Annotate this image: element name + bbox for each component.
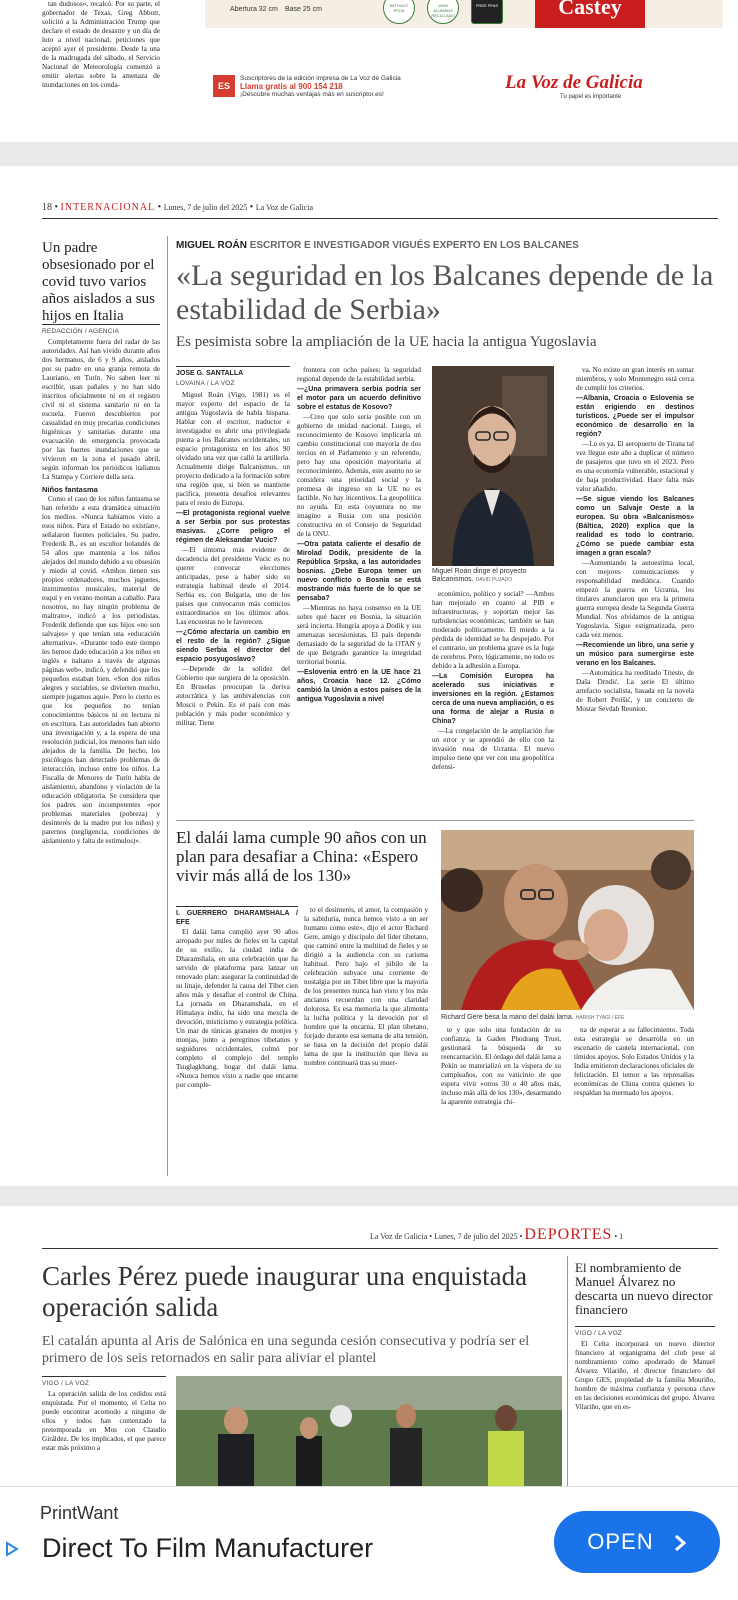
page-number: 18 <box>42 202 52 213</box>
column-divider <box>167 236 168 1176</box>
dalai-col-3 <box>441 1026 561 1174</box>
body-text: El dalái lama cumplió ayer 90 años arropado por miles de fieles en la capital de su exilio, la ciudad india de Dharamshala, en una celebración que ha servido de plataforma para lanzar un renovado plan: asegurar la continuidad de su linaje, defender la causa del Tíbet cien años más y desafiar el control de China. La jornada en Dharamshala, en el Himalaya indio, ha sido una mezcla de devoción, misticismo y estrategia política. Un mar de túnicas granates de monjes y monjas, junto a peregrinos tibetanos y seguidores occidentales, colmó por completo el complejo del templo Tsuglagkhang, hogar del dalái lama. «Nunca hemos visto a nadie que encarne por comple- <box>176 928 298 1089</box>
ad-open-label: OPEN <box>587 1529 654 1554</box>
folio-date: Lunes, 7 de julio del 2025 <box>163 203 248 212</box>
body-text: te y que solo una fundación de su confianza, la Gaden Phodrang Trust, gestionará la búsqueda de su reencarnación. El órdago del dalái lama a Pekín se materializó en la víspera de su cumpleaños, con su vaticinio de que espera vivir «otros 30 o 40 años más, incluso más allá de los 130», desarmando la aparente estrategia chi- <box>441 1026 561 1106</box>
interview-kicker <box>176 240 579 251</box>
byline-place: LOVAINA / LA VOZ <box>176 380 235 387</box>
chevron-right-icon <box>673 1534 687 1552</box>
answer: —La congelación de la ampliación fue un error y se aprendió de ello con la invasión rusa de Ucrania. El nuevo impulso tiene que ver con una geopolítica defensi- <box>432 727 554 771</box>
football-illustration <box>176 1376 562 1486</box>
ad-title[interactable]: Direct To Film Manufacturer <box>42 1533 374 1563</box>
body-text: to el desinterés, el amor, la compasión y la sabiduría, nunca hemos visto a un ser humano como este», dijo el actor Richard Gere, amigo y discípulo del líder tibetano, que caminó entre la multitud de fieles y se dirigió a la audiencia con su carisma habitual. Pero bajo el júbilo de la celebración subyace una corriente de nostalgia por un Tíbet libre que la mayoría de los presentes nunca han visto y los más ancianos recuerdan con una claridad dolorosa. Es esa memoria la que alimenta la lucha política y la devoción por el hombre que la encarna. El plan tibetano, forjado durante esa semana de alta tensión, se basa en la decisión del propio dalái lama de que la institución que lleva su nombre continuará tras su muer- <box>304 906 428 1067</box>
dalai-col-1 <box>176 906 298 1174</box>
caption-text: Richard Gere besa la mano del dalái lama. <box>441 1014 574 1021</box>
crosshead: Niños fantasma <box>42 485 98 494</box>
page-previous <box>0 0 738 142</box>
portrait-illustration <box>432 366 554 566</box>
page-deportes <box>0 1206 738 1486</box>
brand-line: Red <box>577 14 602 31</box>
byline: VIGO / LA VOZ <box>42 1376 166 1388</box>
photo-caption <box>432 568 554 584</box>
body-text: frontera con ocho países; la seguridad regional depende de la estabilidad serbia. <box>297 366 421 383</box>
folio: 18 • INTERNACIONAL • Lunes, 7 de julio del 2025 • La Voz de Galicia <box>42 202 313 213</box>
ad-banner[interactable] <box>0 1486 738 1600</box>
ad-brand[interactable]: PrintWant <box>40 1503 119 1523</box>
brand-logo: Castey <box>535 0 645 28</box>
answer: va. No existe un gran interés en sumar miembros, y solo Montenegro está cerca de cumplir los criterios. <box>576 366 694 392</box>
subheadline: Es pesimista sobre la ampliación de la UE hacia la antigua Yugoslavia <box>176 334 597 350</box>
badge-icon: WITHOUT PFOA <box>383 0 415 24</box>
dalai-col-4 <box>574 1026 694 1174</box>
question: —El protagonista regional vuelve a ser Serbia por sus protestas masivas. ¿Corre peligro el régimen de Aleksandar Vucic? <box>176 510 290 544</box>
body-text: na de esperar a su fallecimiento. Toda esta estrategia se desarrolla en un escenario de cautela internacional, con tímidos apoyos. Solo Estados Unidos y la India emitieron declaraciones oficiales de felicitación. El temor a las represalias económicas de China contra quienes lo respaldan ha mermado los apoyos. <box>574 1026 694 1097</box>
newspaper-tagline: Tu papel es importante <box>560 94 622 100</box>
ad-product-strip <box>205 0 723 31</box>
question: —Otra patata caliente el desafío de Mirolad Dodik, presidente de la República Srpska, a las autoridades bosnias. ¿Debe Europa temer un nuevo conflicto o Bosnia se está mostrando más fuerte de lo que se pensaba? <box>297 541 421 602</box>
byline: JOSE G. SANTALLA <box>176 366 290 378</box>
newspaper-logo: La Voz de Galicia <box>505 72 643 93</box>
page-number: 1 <box>619 1232 624 1241</box>
interviewee-name: MIGUEL ROÁN <box>176 240 247 251</box>
photo-credit: HARISH TYAGI / EFE <box>575 1015 625 1021</box>
dalai-photo <box>441 830 694 1010</box>
body-text: Miguel Roán (Vigo, 1981) es el mayor experto del espacio de la antigua Yugoslavia de habla hispana. Hablar con el escritor, traductor e investigador es abrir una privilegiada puerta a los Balcanes occidentales, un espacio protagonista en los años 90 olvidado una vez que calló la artillería. Actualmente dirige Balcanismos, un proyecto dedicado a la formación sobre una región que, si bien se mantiene pacífica, presenta desafíos relevantes para el resto de Europa. <box>176 391 290 507</box>
side-headline: Un padre obsesionado por el covid tuvo varios años aislados a sus hijos en Italia <box>42 240 155 324</box>
dalai-headline: El dalái lama cumple 90 años con un plan para desafiar a China: «Espero vivir más allá de los 130» <box>176 828 427 885</box>
answer: económico, político y social? —Ambos han mejorado en cuanto al PIB e infraestructuras, y soportan mejor las turbulencias económicas; también se han moderado políticamente. El miedo a la pérdida de identidad se ha despejado. Por el contrario, un problema grave es la fuga de cerebros. Pero, lógicamente, no todo es debido a la adhesión a Europa. <box>432 590 554 670</box>
question: —¿Cómo afectaría un cambio en el resto de la región? ¿Sigue siendo Serbia el director del espacio posyugoslavo? <box>176 629 290 663</box>
interview-col-1 <box>176 366 290 818</box>
photo-caption <box>441 1014 694 1022</box>
photo-credit: DAVID PUJADO <box>475 577 513 583</box>
byline: VIGO / LA VOZ <box>575 1326 715 1338</box>
subheadline: El catalán apunta al Aris de Salónica en una segunda cesión consecutiva y podría ser el primero de los seis retornados en salir para aliviar el plantel <box>42 1334 530 1366</box>
portrait-photo <box>432 366 554 566</box>
adchoices-icon[interactable] <box>4 1541 20 1557</box>
ad-size-label: Base 25 cm <box>285 6 322 13</box>
body-text: Como el caso de los niños fantasma se han referido a esta dramática situación los medios. «Nunca habíamos visto a esos niños. Para el Estado no existían», señalaron fuentes policiales. Su padre, Frederik B., es un escultor holandés de 54 años que mantenía a los niños alejados del mundo debido a su obsesión y miedo al covid. «Ambos tienen sus propios ordenadores, muchos juguetes, instrumentos musicales, material de esquí y en verano montan a caballo. Para nosotros, no hay ningún problema de maltrato», indicó a los periodistas. Frederik defiende que sus hijos «no son salvajes» y que tenían una «educación alternativa». «Durante todo este tiempo les hemos dado educación a los niños en inglés e italiano a través de algunas páginas web», indicó, y defendió que los pequeños estaban bien. «Son dos niños alegres y sociables, se divierten mucho, siempre jugamos aquí». Pero lo cierto es que los pequeños no tenían conocimientos básicos ni en lectura ni en escritura. Las autoridades han abierto una investigación y, a la espera de una resolución judicial, los menores han sido alejados de la familia. De hecho, los psicólogos han detectado problemas de interacción, incluso entre los niños. La Fiscalía de Menores de Turín habla de aislamiento, abandono y violación de la educación obligatoria. Se considera que los padres son incompetentes «por problemas materiales (pobreza) y desinterés de la madre por los niños) y paternos (negligencia, condiciones de aislamiento y falta de estímulos)». <box>42 495 160 845</box>
deportes-side-col <box>575 1326 715 1486</box>
folio-paper: La Voz de Galicia <box>370 1232 428 1241</box>
interview-col-3 <box>432 590 554 818</box>
page-internacional <box>0 166 738 1186</box>
badge-icon: FREE PFAS <box>471 0 503 24</box>
article-fragment-text <box>42 0 160 140</box>
side-article <box>42 324 160 1174</box>
side-headline: El nombramiento de Manuel Álvarez no descarta un nuevo director financiero <box>575 1260 713 1317</box>
column-divider <box>567 1256 568 1486</box>
answer: —El síntoma más evidente de decadencia del presidente Vucic es no querer convocar elecciones anticipadas, pese a haber sido su estrategia habitual desde el 2014. Serbia es, con Bulgaria, uno de los países que convocaron más comicios extraordinarios en los últimos años. Las encuestas no le favorecen. <box>176 546 290 626</box>
page-title: «La seguridad en los Balcanes depende de la estabilidad de Serbia» <box>176 259 714 326</box>
body-text: Completamente fuera del radar de las autoridades. Así han vivido durante años dos hermanos, de 6 y 9 años, aislados por su padre en una granja remota de Lauriano, en Turín. No saben leer ni escribir, usan pañales y no han sido inscritos oficialmente ni en el registro civil ni el sistema sanitario ni en la escuela. Fueron descubiertos por casualidad en muy precarias condiciones higiénicas y sanitarias durante una evacuación de emergencia provocada por las fuertes inundaciones que se vivieron en la zona el pasado abril, según informan los periódicos italianos La Stampa y Corriere della sera. <box>42 338 160 481</box>
question: —Albania, Croacia o Eslovenia se están erigiendo en destinos turísticos. ¿Puede ser el impulsor económico de desarrollo en la región? <box>576 395 694 438</box>
deportes-col-1 <box>42 1376 166 1486</box>
subscription-line: Suscriptores de la edición impresa de La Voz de Galicia <box>240 75 401 82</box>
caption-text: Miguel Roán dirige el proyecto Balcanismos. <box>432 568 527 583</box>
subscription-text <box>240 75 401 99</box>
answer: —Depende de la solidez del Gobierno que surgiera de la oposición. En Bruselas preocupan la deriva autocrática y las ambivalencias con Moscú o Pekín. Es el país con más población y más poder económico y militar. Tiene <box>176 665 290 727</box>
dalai-illustration <box>441 830 694 1010</box>
folio-date: Lunes, 7 de julio del 2025 <box>434 1232 518 1241</box>
question: —Se sigue viendo los Balcanes como un Salvaje Oeste a la europea. Su obra «Balcanismos» (Báltica, 2020) explica que la realidad es todo lo contrario. ¿Cómo se puede cambiar esta imagen a gran escala? <box>576 496 694 557</box>
answer: —Lo es ya. El aeropuerto de Tirana tal vez llegue este año a duplicar el número de pasajeros que tuvo en el 2023. Pero es una economía vulnerable, estacional y de baja productividad. Hace falta más valor añadido. <box>576 440 694 493</box>
subscription-phone: Llama gratis al 900 154 218 <box>240 82 343 91</box>
subscription-logo: ES <box>213 75 235 97</box>
page-title: Carles Pérez puede inaugurar una enquistada operación salida <box>42 1261 528 1322</box>
answer: —Creo que solo sería posible con un gobierno de unidad nacional. Luego, el reconocimiento de Kosovo implicaría un cambio constitucional con mayoría de dos tercios en el Parlamento y un referendo, pero hay una oposición mayoritaria al reconocimiento. Además, este asunto no se considera una prioridad social y la promesa de ingreso en la UE no es factible. No hay incentivos. La geopolítica no ayuda. En esta coyuntura no me imagino a Rusia con una posición constructiva en el Consejo de Seguridad de la ONU. <box>297 413 421 538</box>
badge-icon: 100% ALUMINIO RECICLADO <box>427 0 459 24</box>
answer: —Mientras no haya consenso en la UE sobre qué hacer en Bosnia, la situación será incierta. Hungría apoya a Dodik y sus amenazas secesionistas. El país depende demasiado de la seguridad de la OTAN y de que Belgrado garantice la integridad territorial bosnia. <box>297 604 421 666</box>
interview-col-4 <box>576 366 694 818</box>
question: —¿Una primavera serbia podría ser el motor para un acuerdo definitivo sobre el estatus de Kosovo? <box>297 386 421 411</box>
answer: —Automática ha reeditado Trieste, de Daša Drndić. La serie El último artefacto socialista, basada en la novela de Robert Perišić, y un concierto de Mostar Sevdah Reunion. <box>576 669 694 713</box>
divider <box>176 820 694 821</box>
question: —La Comisión Europea ha acelerado sus iniciativas e inversiones en la región. ¿Estamos cerca de una nueva ampliación, o es una forma de alejar a Rusia o China? <box>432 673 554 725</box>
answer: —Aumentando la autoestima local, con mejores comunicaciones y responsabilidad mediática. Cuando empezó la guerra en Ucrania, los titulares anunciaron que era la primera guerra europea desde la Segunda Guerra Mundial. Nos olvidamos de la antigua Yugoslavia. Sigue estigmatizada, pero cada vez menos. <box>576 559 694 639</box>
section-name: DEPORTES <box>524 1226 613 1243</box>
question: —Recomiende un libro, una serie y un músico para sumergirse este verano en los Balcanes. <box>576 642 694 667</box>
body-text: La operación salida de los cedidos está enquistada. Por el momento, el Celta no puede encontrar acomodo a ninguno de ellos y todos han comenzado la pretemporada en Mos con Claudio Giráldez. De los implicados, el que parece estar más próximo a <box>42 1390 166 1452</box>
section-name: INTERNACIONAL <box>60 202 156 213</box>
folio: La Voz de Galicia • Lunes, 7 de julio del 2025 • DEPORTES • 1 <box>370 1226 624 1243</box>
divider <box>42 1248 718 1249</box>
football-photo <box>176 1376 562 1486</box>
ad-open-button[interactable] <box>554 1511 720 1573</box>
body-text: El Celta incorporará un nuevo director financiero al organigrama del club pese al nombramiento como apoderado de Manuel Álvarez Vilariño, el director financiero del Grupo GES, propiedad de la familia Mouriño, hombre de máxima confianza y persona clave en las decisiones económicas del grupo. Álvarez Vilariño, que en es- <box>575 1340 715 1411</box>
byline: I. GUERRERO DHARAMSHALA / EFE <box>176 906 298 927</box>
folio-paper: La Voz de Galicia <box>255 203 313 212</box>
interviewee-role: ESCRITOR E INVESTIGADOR VIGUÉS EXPERTO EN LOS BALCANES <box>249 240 579 251</box>
interview-col-2 <box>297 366 421 818</box>
dalai-col-2 <box>304 906 428 1174</box>
subscription-line: ¡Descubre muchas ventajas más en suscriptor.es! <box>240 91 384 98</box>
divider <box>42 218 718 219</box>
byline: REDACCIÓN / AGENCIA <box>42 324 160 336</box>
ad-size-label: Abertura 32 cm <box>230 6 278 13</box>
question: —Eslovenia entró en la UE hace 21 años, Croacia hace 12. ¿Cómo cambió la Unión a estos países de la antigua Yugoslavia a nivel <box>297 669 421 703</box>
body-text: tan dudosos», recalcó. Por su parte, el gobernador de Texas, Greg Abbott, solicitó a la Administración Trump que declare el estado de desastre y un día de luto a nivel nacional, peticiones que aceptó ayer el presidente. Desde la una de la madrugada del sábado, el Servicio Nacional de Meteorología comenzó a emitir alertas sobre la amenaza de inundaciones en los conda- <box>42 0 160 89</box>
print-ad <box>205 0 723 120</box>
